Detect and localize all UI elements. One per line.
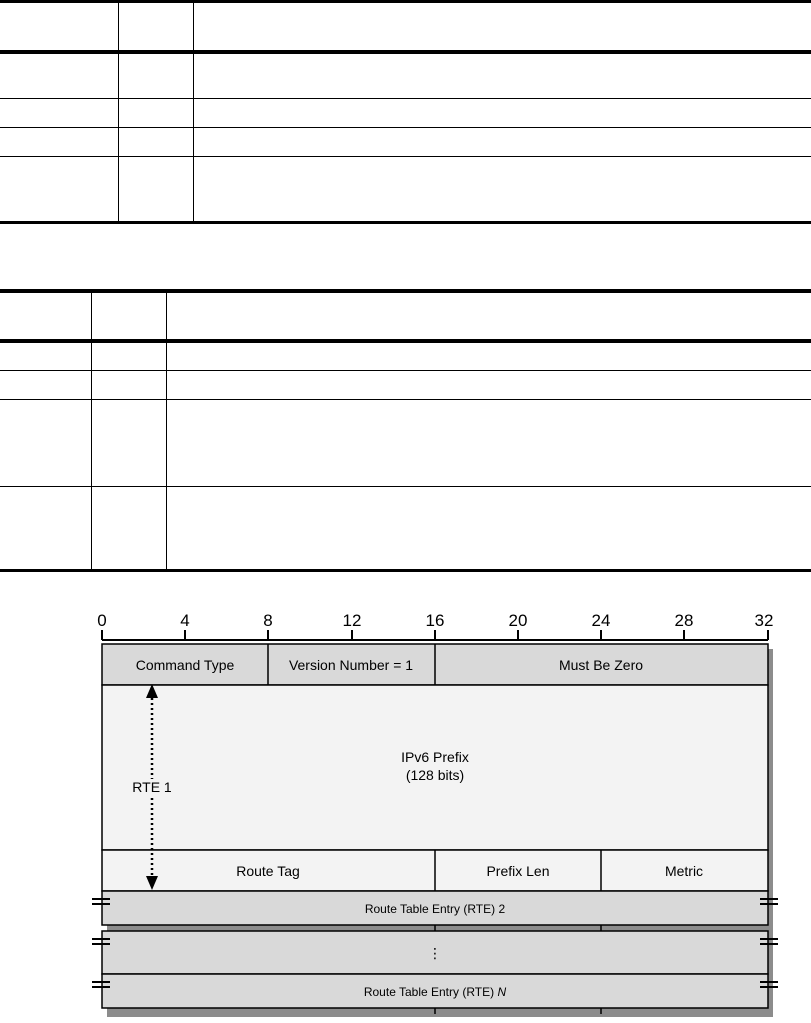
route-tag-field: Route Tag [236,863,300,879]
table-cell [166,341,811,370]
table-row [0,399,811,486]
table-cell [193,52,811,99]
table-cell [91,341,166,370]
table-row [0,52,811,99]
table-row [0,99,811,128]
table-cell [0,486,91,570]
table-cell [166,486,811,570]
table-cell [118,52,193,99]
table-cell [193,99,811,128]
command-type-field: Command Type [135,657,235,673]
bit-label: 4 [180,611,190,630]
table-cell [0,291,91,341]
table-row [0,341,811,370]
ripng-message-format-diagram [0,604,811,1023]
must-be-zero-field: Must Be Zero [558,657,644,673]
bit-label: 32 [754,611,774,630]
table-cell [166,399,811,486]
rte2-label: Route Table Entry (RTE) 2 [364,902,506,916]
table-cell [118,99,193,128]
table-cell [0,341,91,370]
field-table-1 [0,0,811,224]
version-number-field: Version Number = 1 [288,657,414,673]
table-cell [91,291,166,341]
table-cell [193,2,811,52]
ipv6-prefix-label: IPv6 Prefix [401,749,469,765]
table-cell [0,2,118,52]
table-cell [0,128,118,157]
table-cell [0,399,91,486]
metric-field: Metric [664,863,704,879]
table-cell [0,370,91,399]
table-row [0,486,811,570]
table-header-row [0,291,811,341]
table-cell [0,157,118,223]
table-cell [193,157,811,223]
table-cell [0,99,118,128]
bit-label: 28 [674,611,694,630]
table-cell [91,486,166,570]
table-cell [91,370,166,399]
table-cell [118,157,193,223]
rten-label-prefix: Route Table Entry (RTE) [363,985,498,999]
table-row [0,370,811,399]
table-cell [166,370,811,399]
bit-label: 20 [508,611,528,630]
bit-scale [97,611,773,640]
bit-label: 0 [97,611,107,630]
bit-label: 8 [263,611,273,630]
field-table-2 [0,289,811,572]
table-cell [91,399,166,486]
table-header-row [0,2,811,52]
ellipsis-mark: ⋮ [428,945,442,961]
table-cell [118,2,193,52]
table-cell [166,291,811,341]
ipv6-prefix-size: (128 bits) [405,767,465,783]
rten-label [364,985,507,999]
bit-label: 16 [425,611,445,630]
table-cell [0,52,118,99]
rte1-label: RTE 1 [132,779,172,795]
table-cell [193,128,811,157]
table-cell [118,128,193,157]
rten-label-n: N [497,985,507,999]
table-row [0,128,811,157]
prefix-len-field: Prefix Len [486,863,550,879]
bit-label: 24 [591,611,611,630]
table-row [0,157,811,223]
bit-label: 12 [342,611,362,630]
